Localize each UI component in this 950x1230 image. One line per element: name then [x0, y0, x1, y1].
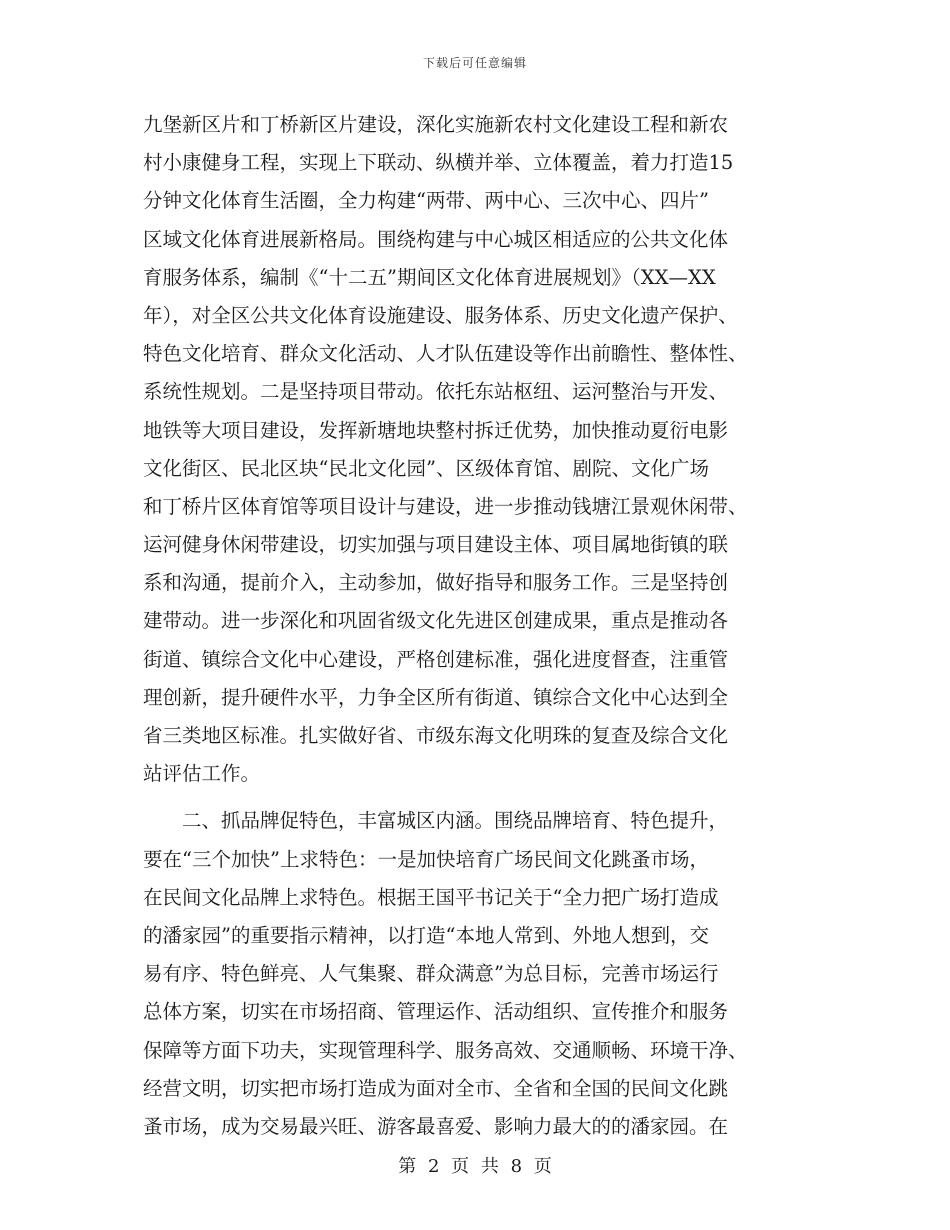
page-number-footer: 第 2 页 共 8 页 — [398, 1156, 552, 1177]
text-line: 蚤市场，成为交易最兴旺、游客最喜爱、影响力最大的的潘家园。在 — [143, 1114, 729, 1138]
text-line: 区域文化体育进展新格局。围绕构建与中心城区相适应的公共文化体 — [143, 227, 729, 251]
paragraph-start-line: 二、抓品牌促特色，丰富城区内涵。围绕品牌培育、特色提升， — [143, 809, 729, 833]
text-line: 理创新，提升硬件水平，力争全区所有街道、镇综合文化中心达到全 — [143, 685, 729, 709]
text-line: 分钟文化体育生活圈，全力构建“两带、两中心、三次中心、四片” — [143, 189, 709, 213]
text-line: 地铁等大项目建设，发挥新塘地块整村拆迁优势，加快推动夏衍电影 — [143, 418, 729, 442]
text-line: 经营文明，切实把市场打造成为面对全市、全省和全国的民间文化跳 — [143, 1076, 729, 1100]
text-line: 九堡新区片和丁桥新区片建设，深化实施新农村文化建设工程和新农 — [143, 113, 729, 136]
text-line: 和丁桥片区体育馆等项目设计与建设，进一步推动钱塘江景观休闲带、 — [143, 494, 748, 518]
text-line: 易有序、特色鲜亮、人气集聚、群众满意”为总目标，完善市场运行 — [143, 962, 719, 986]
text-line: 站评估工作。 — [143, 762, 261, 786]
text-line: 年），对全区公共文化体育设施建设、服务体系、历史文化遗产保护、 — [143, 303, 738, 327]
text-line: 村小康健身工程，实现上下联动、纵横并举、立体覆盖，着力打造15 — [143, 151, 734, 175]
text-line: 保障等方面下功夫，实现管理科学、服务高效、交通顺畅、环境干净、 — [143, 1038, 748, 1062]
text-line: 的潘家园”的重要指示精神，以打造“本地人常到、外地人想到，交 — [143, 923, 709, 947]
text-line: 在民间文化品牌上求特色。根据王国平书记关于“全力把广场打造成 — [143, 885, 719, 909]
text-line: 系统性规划。二是坚持项目带动。依托东站枢纽、运河整治与开发、 — [143, 380, 729, 404]
text-line: 育服务体系，编制《“十二五”期间区文化体育进展规划》（XX—XX — [143, 265, 716, 289]
text-line: 省三类地区标准。扎实做好省、市级东海文化明珠的复查及综合文化 — [143, 724, 729, 747]
text-line: 系和沟通，提前介入，主动参加，做好指导和服务工作。三是坚持创 — [143, 571, 729, 595]
text-line: 文化街区、民北区块“民北文化园”、区级体育馆、剧院、文化广场 — [143, 456, 709, 480]
document-body — [143, 106, 807, 1146]
text-line: 总体方案，切实在市场招商、管理运作、活动组织、宣传推介和服务 — [143, 1000, 729, 1024]
text-line: 要在“三个加快”上求特色：一是加快培育广场民间文化跳蚤市场， — [143, 847, 709, 871]
text-line: 街道、镇综合文化中心建设，严格创建标准，强化进度督查，注重管 — [143, 647, 729, 671]
page-header: 下载后可任意编辑 — [422, 56, 527, 70]
text-line: 运河健身休闲带建设，切实加强与项目建设主体、项目属地街镇的联 — [143, 533, 729, 557]
text-line: 建带动。进一步深化和巩固省级文化先进区创建成果，重点是推动各 — [143, 609, 729, 633]
text-line: 特色文化培育、群众文化活动、人才队伍建设等作出前瞻性、整体性、 — [143, 342, 748, 366]
